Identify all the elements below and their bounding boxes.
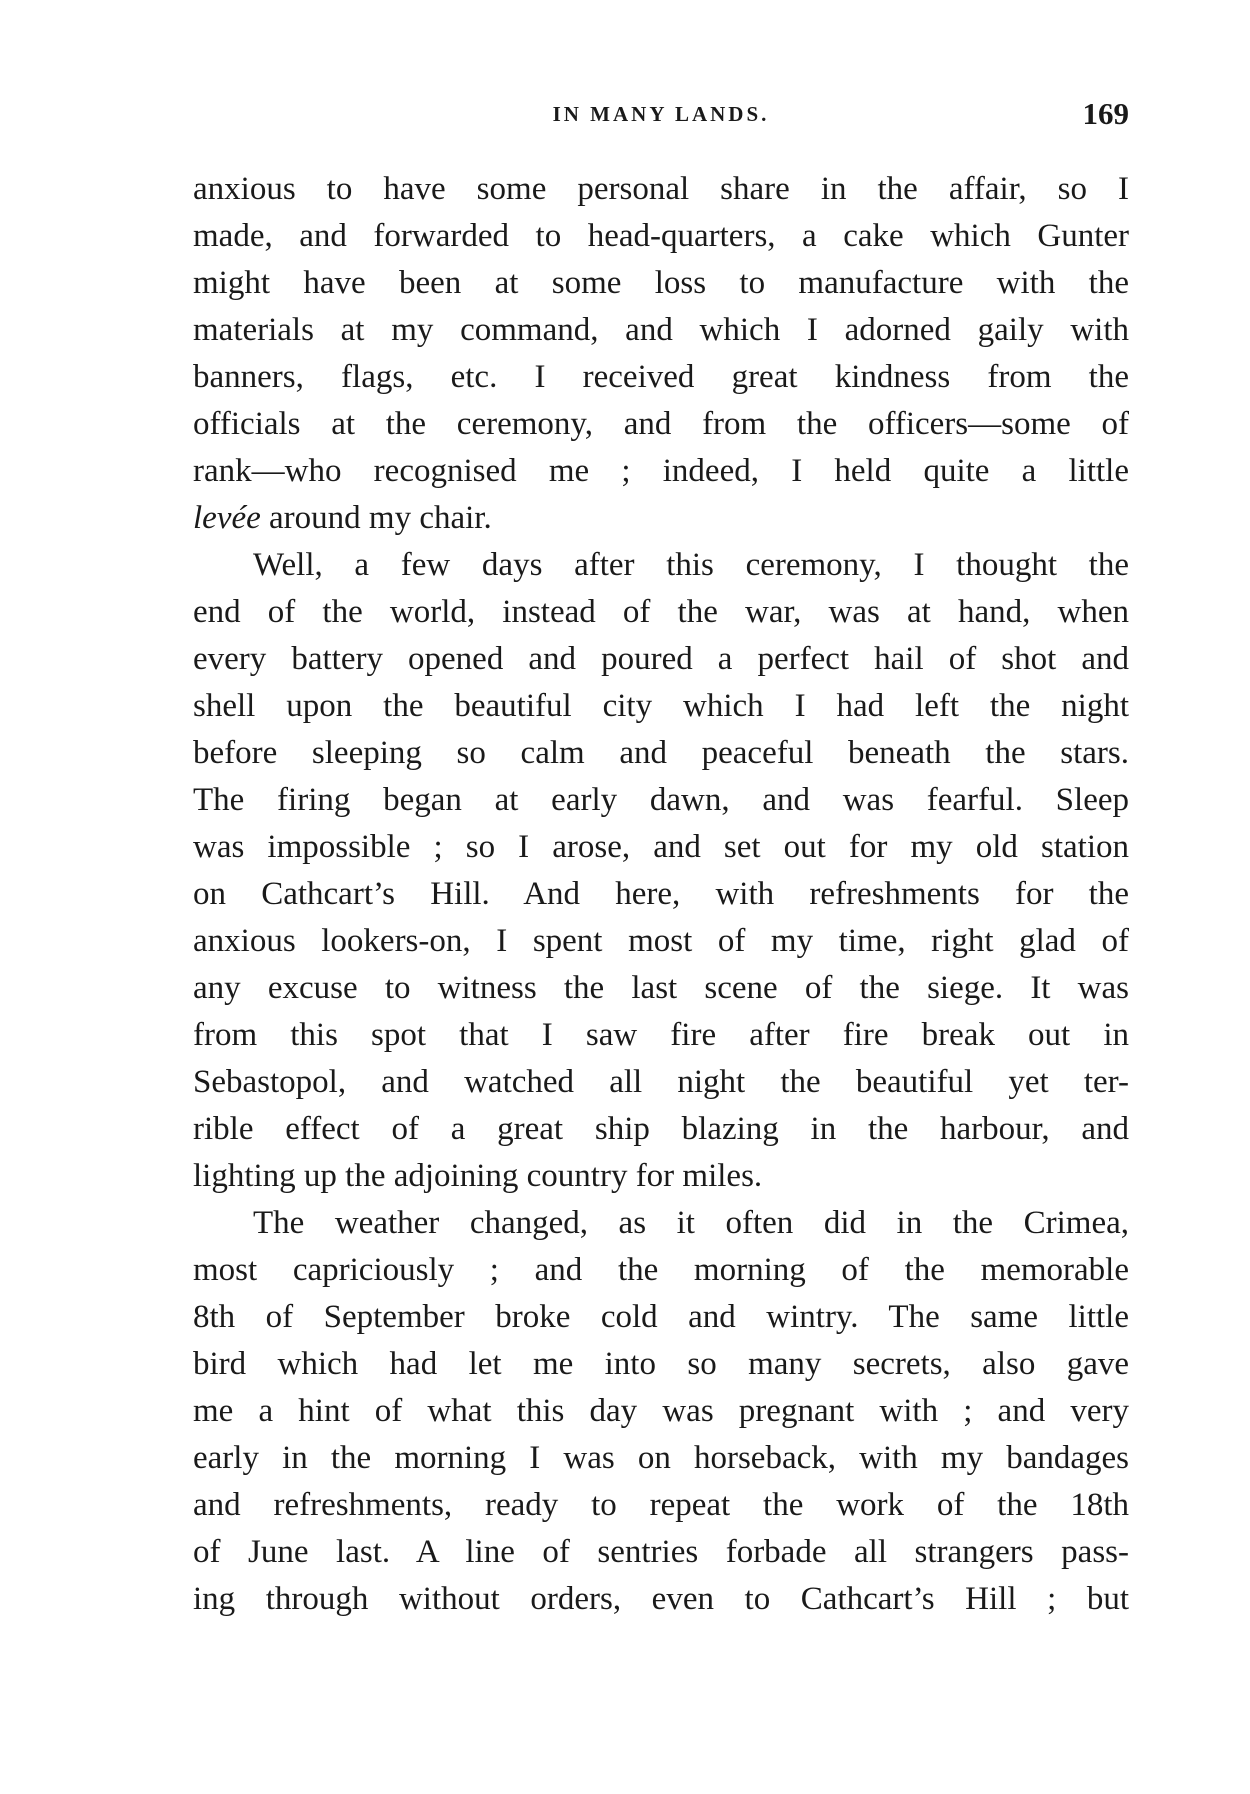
- page-number: 169: [1082, 96, 1129, 131]
- italic-word: levée: [193, 500, 261, 536]
- text-line: materials at my command, and which I adorned gaily with: [193, 312, 1129, 348]
- text-line: was impossible ; so I arose, and set out for my old station: [193, 829, 1129, 865]
- running-head: [193, 96, 1129, 140]
- text-fragment: around my chair.: [260, 500, 492, 536]
- text-line: lighting up the adjoining country for miles.: [193, 1158, 763, 1194]
- text-line: anxious lookers-on, I spent most of my time, right glad of: [193, 923, 1129, 959]
- text-line: made, and forwarded to head-quarters, a cake which Gunter: [193, 218, 1129, 254]
- running-title: IN MANY LANDS.: [552, 102, 770, 126]
- body-text: [193, 166, 1129, 1623]
- text-line: from this spot that I saw fire after fire break out in: [193, 1017, 1129, 1053]
- text-line: officials at the ceremony, and from the officers—some of: [193, 406, 1129, 442]
- text-line: [193, 495, 1129, 542]
- text-line: any excuse to witness the last scene of the siege. It was: [193, 970, 1129, 1006]
- text-line: rible effect of a great ship blazing in the harbour, and: [193, 1111, 1129, 1147]
- text-line: of June last. A line of sentries forbade all strangers pass-: [193, 1534, 1129, 1570]
- text-line: The firing began at early dawn, and was fearful. Sleep: [193, 782, 1129, 818]
- text-line: early in the morning I was on horseback, with my bandages: [193, 1440, 1129, 1476]
- text-line: Sebastopol, and watched all night the beautiful yet ter-: [193, 1064, 1129, 1100]
- text-line: anxious to have some personal share in the affair, so I: [193, 171, 1129, 207]
- text-line: shell upon the beautiful city which I had left the night: [193, 688, 1129, 724]
- text-line: me a hint of what this day was pregnant with ; and very: [193, 1393, 1129, 1429]
- text-line: every battery opened and poured a perfect hail of shot and: [193, 641, 1129, 677]
- text-line: and refreshments, ready to repeat the work of the 18th: [193, 1487, 1129, 1523]
- text-line: ing through without orders, even to Cathcart’s Hill ; but: [193, 1581, 1129, 1617]
- text-line: rank—who recognised me ; indeed, I held quite a little: [193, 453, 1129, 489]
- text-line: 8th of September broke cold and wintry. The same little: [193, 1299, 1129, 1335]
- text-line: end of the world, instead of the war, was at hand, when: [193, 594, 1129, 630]
- text-line: on Cathcart’s Hill. And here, with refreshments for the: [193, 876, 1129, 912]
- text-line: before sleeping so calm and peaceful beneath the stars.: [193, 735, 1129, 771]
- text-line: most capriciously ; and the morning of the memorable: [193, 1252, 1129, 1288]
- text-line: bird which had let me into so many secrets, also gave: [193, 1346, 1129, 1382]
- paragraph-first-line: Well, a few days after this ceremony, I thought the: [253, 547, 1129, 583]
- text-line: might have been at some loss to manufacture with the: [193, 265, 1129, 301]
- text-line: banners, flags, etc. I received great kindness from the: [193, 359, 1129, 395]
- paragraph-first-line: The weather changed, as it often did in the Crimea,: [253, 1205, 1129, 1241]
